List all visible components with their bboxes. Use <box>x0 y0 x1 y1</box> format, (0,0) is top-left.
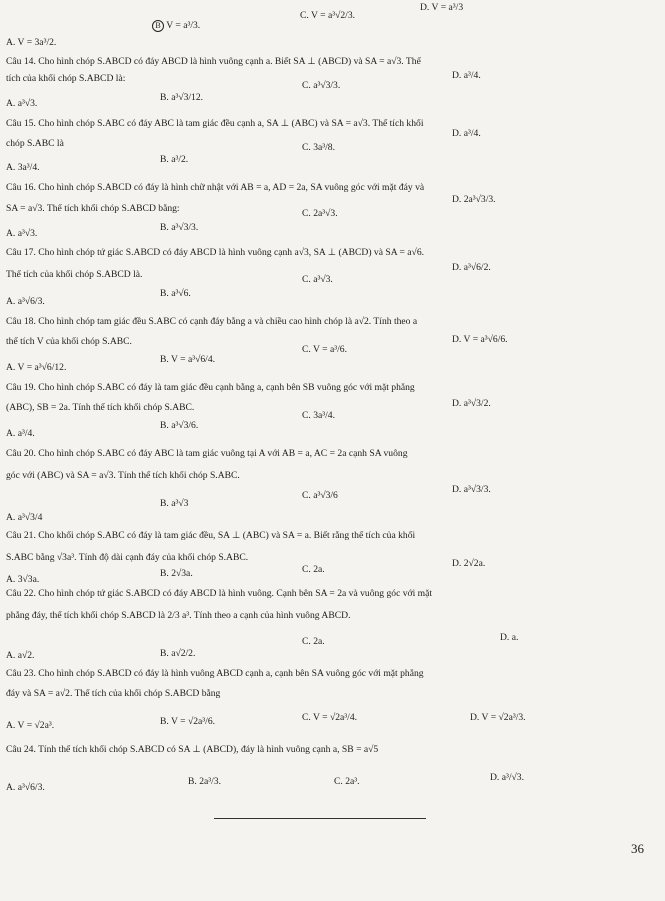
q16-stem-line2: SA = a√3. Thể tích khối chóp S.ABCD bằng: <box>6 203 180 214</box>
q20-stem-line2: góc với (ABC) và SA = a√3. Tính thể tích khối chóp S.ABC. <box>6 470 240 481</box>
top-option-a: A. V = 3a³/2. <box>6 37 57 48</box>
q19-option-a: A. a³/4. <box>6 428 35 439</box>
q24-option-c: C. 2a³. <box>334 776 360 787</box>
q23-stem-line1: Câu 23. Cho hình chóp S.ABCD có đáy là hình vuông ABCD cạnh a, cạnh bên SA vuông góc với mặt phẳng <box>6 668 424 679</box>
q15-stem-line2: chóp S.ABC là <box>6 138 64 149</box>
q22-option-b: B. a√2/2. <box>160 648 196 659</box>
q21-option-b: B. 2√3a. <box>160 568 193 579</box>
q17-stem-line2: Thể tích của khối chóp S.ABCD là. <box>6 269 143 280</box>
q16-option-c: C. 2a³√3. <box>302 208 338 219</box>
top-option-d: D. V = a³/3 <box>420 2 464 13</box>
q24-option-b: B. 2a³/3. <box>188 776 221 787</box>
q21-stem-line2: S.ABC bằng √3a³. Tính độ dài cạnh đáy của khối chóp S.ABC. <box>6 552 249 563</box>
q20-option-b: B. a³√3 <box>160 498 189 509</box>
circled-answer-mark: B <box>152 20 164 32</box>
q14-stem-line1: Câu 14. Cho hình chóp S.ABCD có đáy ABCD là hình vuông cạnh a. Biết SA ⊥ (ABCD) và SA = a√3. Thể <box>6 56 421 67</box>
q22-stem-line2: phẳng đáy, thể tích khối chóp S.ABCD là 2/3 a³. Tính theo a cạnh của hình vuông ABCD. <box>6 610 351 621</box>
q24-option-a: A. a³√6/3. <box>6 782 45 793</box>
q14-option-b: B. a³√3/12. <box>160 92 204 103</box>
q21-option-a: A. 3√3a. <box>6 574 40 585</box>
q17-option-a: A. a³√6/3. <box>6 296 45 307</box>
q18-stem-line2: thể tích V của khối chóp S.ABC. <box>6 336 132 347</box>
q20-stem-line1: Câu 20. Cho hình chóp S.ABC có đáy ABC là tam giác vuông tại A với AB = a, AC = 2a cạnh SA vuông <box>6 448 408 459</box>
q19-stem-line1: Câu 19. Cho hình chóp S.ABC có đáy là tam giác đều cạnh bằng a, cạnh bên SB vuông góc với mặt phẳng <box>6 382 415 393</box>
q21-stem-line1: Câu 21. Cho khối chóp S.ABC có đáy là tam giác đều, SA ⊥ (ABC) và SA = a. Biết rằng thể tích của khối <box>6 530 416 541</box>
top-option-c: C. V = a³√2/3. <box>300 10 356 21</box>
q14-option-d: D. a³/4. <box>452 70 481 81</box>
top-option-b-value: V = a³/3. <box>166 20 201 31</box>
q15-option-b: B. a³/2. <box>160 154 189 165</box>
q19-option-b: B. a³√3/6. <box>160 420 199 431</box>
q21-option-c: C. 2a. <box>302 564 325 575</box>
q17-option-b: B. a³√6. <box>160 288 191 299</box>
q18-option-a: A. V = a³√6/12. <box>6 362 67 373</box>
q19-option-c: C. 3a³/4. <box>302 410 335 421</box>
q20-option-a: A. a³√3/4 <box>6 512 43 523</box>
q20-option-c: C. a³√3/6 <box>302 490 338 501</box>
q16-option-d: D. 2a³√3/3. <box>452 194 496 205</box>
q20-option-d: D. a³√3/3. <box>452 484 491 495</box>
page-number: 36 <box>631 841 644 856</box>
q23-stem-line2: đáy và SA = a√2. Thể tích của khối chóp S.ABCD bằng <box>6 688 221 699</box>
q14-option-c: C. a³√3/3. <box>302 80 341 91</box>
q21-option-d: D. 2√2a. <box>452 558 486 569</box>
q23-option-c: C. V = √2a³/4. <box>302 712 358 723</box>
q15-stem-line1: Câu 15. Cho hình chóp S.ABC có đáy ABC là tam giác đều cạnh a, SA ⊥ (ABC) và SA = a√3. Thể tích khối <box>6 118 424 129</box>
q23-option-a: A. V = √2a³. <box>6 720 55 731</box>
q23-option-d: D. V = √2a³/3. <box>470 712 526 723</box>
q16-stem-line1: Câu 16. Cho hình chóp S.ABCD có đáy là hình chữ nhật với AB = a, AD = 2a, SA vuông góc với mặt đáy và <box>6 182 425 193</box>
q17-option-d: D. a³√6/2. <box>452 262 491 273</box>
q15-option-a: A. 3a³/4. <box>6 162 40 173</box>
q18-option-d: D. V = a³√6/6. <box>452 334 508 345</box>
q17-stem-line1: Câu 17. Cho hình chóp tứ giác S.ABCD có đáy ABCD là hình vuông cạnh a√3, SA ⊥ (ABCD) và SA = a√6. <box>6 247 425 258</box>
q22-option-d: D. a. <box>500 632 519 643</box>
q19-option-d: D. a³√3/2. <box>452 398 491 409</box>
q23-option-b: B. V = √2a³/6. <box>160 716 216 727</box>
top-option-b <box>152 20 200 32</box>
q14-stem-line2: tích của khối chóp S.ABCD là: <box>6 73 126 84</box>
q16-option-a: A. a³√3. <box>6 228 38 239</box>
q19-stem-line2: (ABC), SB = 2a. Tính thể tích khối chóp S.ABC. <box>6 402 195 413</box>
footer-rule <box>214 818 426 819</box>
q24-option-d: D. a³/√3. <box>490 772 524 783</box>
q22-option-a: A. a√2. <box>6 650 35 661</box>
q24-stem-line1: Câu 24. Tính thể tích khối chóp S.ABCD có SA ⊥ (ABCD), đáy là hình vuông cạnh a, SB = a√5 <box>6 744 379 755</box>
q22-option-c: C. 2a. <box>302 636 325 647</box>
q18-stem-line1: Câu 18. Cho hình chóp tam giác đều S.ABC có cạnh đáy bằng a và chiều cao hình chóp là a√2. Tính theo a <box>6 316 418 327</box>
q22-stem-line1: Câu 22. Cho hình chóp tứ giác S.ABCD có đáy ABCD là hình vuông. Cạnh bên SA = 2a và vuông góc với mặt <box>6 588 433 599</box>
q16-option-b: B. a³√3/3. <box>160 222 199 233</box>
q17-option-c: C. a³√3. <box>302 274 333 285</box>
q15-option-d: D. a³/4. <box>452 128 481 139</box>
q18-option-c: C. V = a³/6. <box>302 344 347 355</box>
q18-option-b: B. V = a³√6/4. <box>160 354 216 365</box>
q14-option-a: A. a³√3. <box>6 98 38 109</box>
q15-option-c: C. 3a³/8. <box>302 142 335 153</box>
